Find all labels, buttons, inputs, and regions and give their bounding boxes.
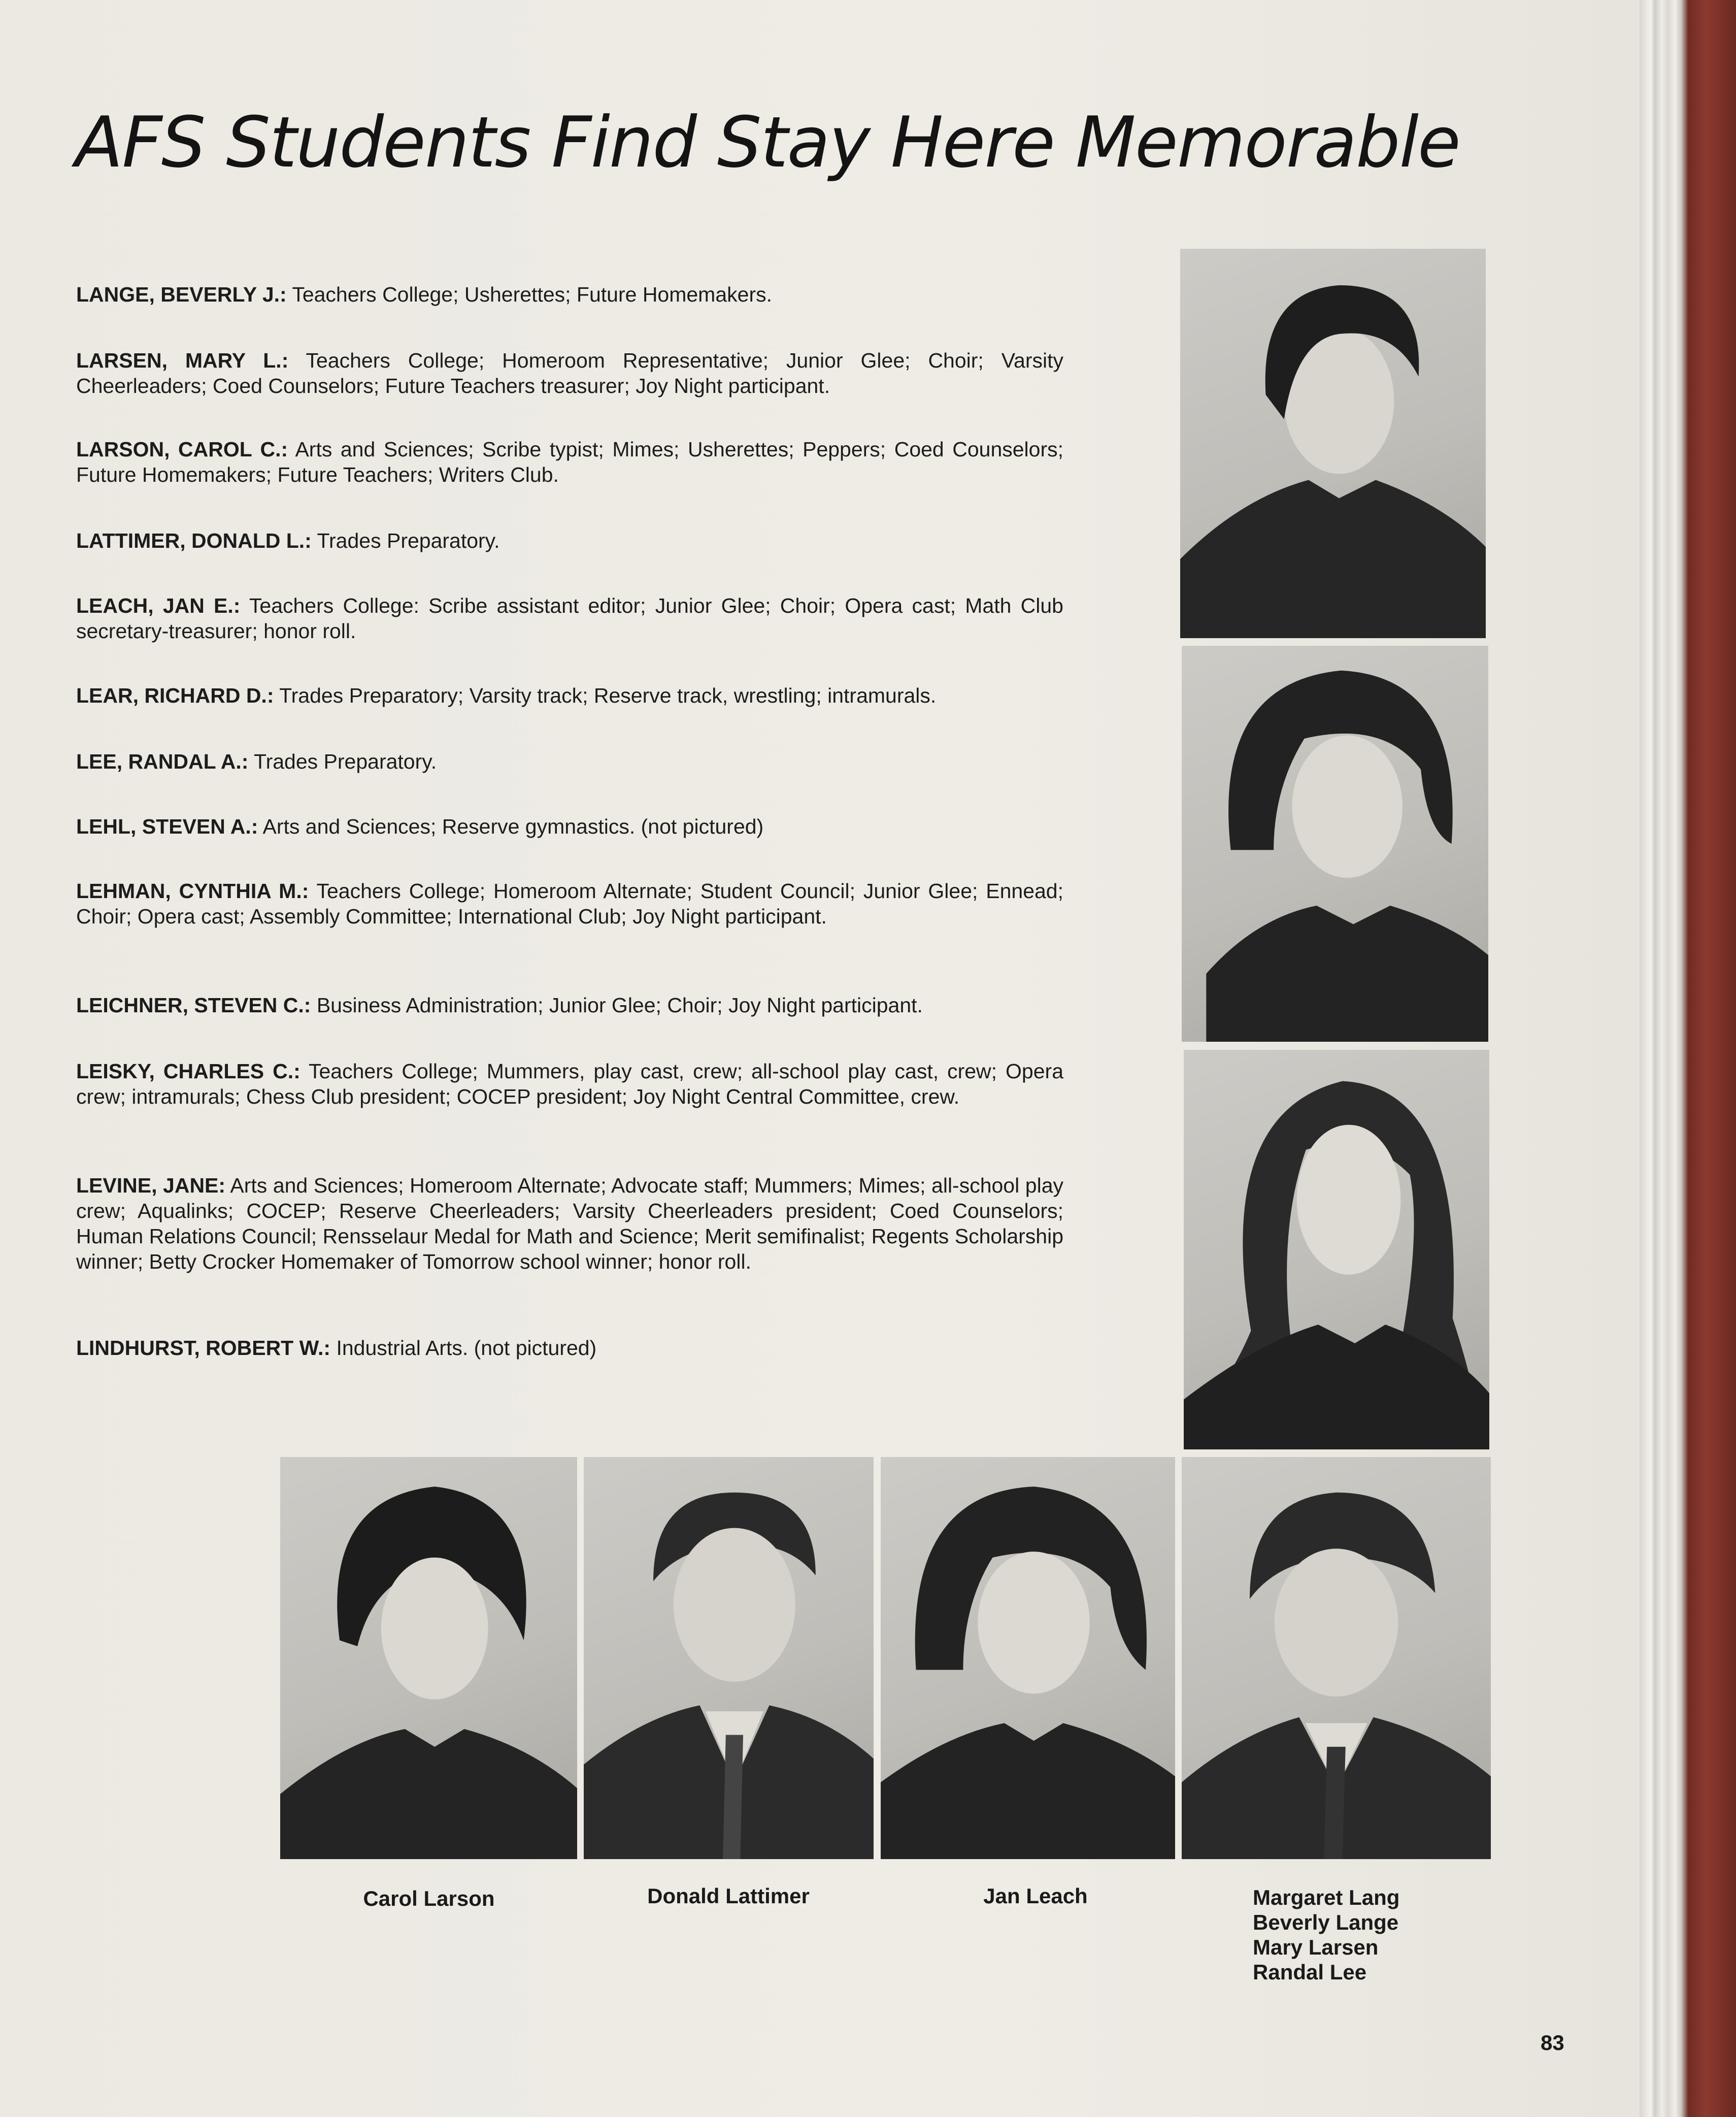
entry-name: LARSON, CAROL C.: [76,438,288,461]
portrait-photo [584,1457,874,1859]
portrait-photo [280,1457,577,1859]
entry-name: LEHL, STEVEN A.: [76,815,258,838]
caption-carol-larson: Carol Larson [363,1887,495,1910]
portrait-photo [881,1457,1175,1859]
entry-text: Teachers College; Usherettes; Future Homemakers. [286,283,772,306]
entry-text: Business Administration; Junior Glee; Choir; Joy Night participant. [311,994,923,1017]
entry-name: LEHMAN, CYNTHIA M.: [76,879,309,903]
entry-text: Teachers College: Scribe assistant editor; Junior Glee; Choir; Opera cast; Math Club secretary-treasurer; honor roll. [76,594,1063,643]
entry-name: LATTIMER, DONALD L.: [76,529,312,552]
entry-text: Arts and Sciences; Homeroom Alternate; Advocate staff; Mummers; Mimes; all-school play crew; Aqualinks; COCEP; Reserve Cheerleaders; Varsity Cheerleaders president; Coed Counselors; Human Relations Council; Rensselaur Medal for Math and Science; Merit semifinalist; Regents Scholarship winner; Betty Crocker Homemaker of Tomorrow school winner; honor roll. [76,1174,1063,1273]
page-number: 83 [1541,2031,1564,2055]
entry-text: Trades Preparatory. [248,750,437,773]
entry-text: Industrial Arts. (not pictured) [330,1336,597,1360]
entry-name: LEICHNER, STEVEN C.: [76,994,311,1017]
entry-lindhurst [76,1335,1063,1361]
entry-text: Trades Preparatory. [311,529,500,552]
caption-name: Randal Lee [1253,1960,1367,1984]
caption-group [1253,1885,1399,1984]
entry-larsen [76,348,1063,399]
entry-name: LINDHURST, ROBERT W.: [76,1336,331,1360]
caption-name: Beverly Lange [1253,1910,1399,1934]
entry-text: Teachers College; Homeroom Alternate; Student Council; Junior Glee; Ennead; Choir; Opera cast; Assembly Committee; International Club; Joy Night participant. [76,879,1063,928]
entry-lehl [76,814,1063,839]
entry-name: LEAR, RICHARD D.: [76,684,274,707]
entry-leach [76,593,1063,644]
entry-larson [76,437,1063,487]
entry-lee [76,749,1063,774]
entry-leichner [76,993,1063,1018]
entry-text: Arts and Sciences; Reserve gymnastics. (not pictured) [258,815,764,838]
entry-lange [76,282,1063,307]
entry-name: LEACH, JAN E.: [76,594,241,617]
entry-text: Trades Preparatory; Varsity track; Reserve track, wrestling; intramurals. [274,684,937,707]
entry-name: LEISKY, CHARLES C.: [76,1060,301,1083]
entry-lear [76,683,1063,708]
caption-jan-leach: Jan Leach [983,1884,1088,1908]
caption-name: Margaret Lang [1253,1886,1400,1909]
portrait-photo [1182,646,1488,1042]
page-title: AFS Students Find Stay Here Memorable [75,102,1460,183]
entry-leisky [76,1058,1063,1109]
portrait-photo [1184,1050,1489,1449]
entry-name: LARSEN, MARY L.: [76,349,289,372]
portrait-photo [1180,249,1486,638]
entry-name: LEVINE, JANE: [76,1174,226,1197]
caption-donald-lattimer: Donald Lattimer [647,1884,810,1908]
entry-name: LANGE, BEVERLY J.: [76,283,287,306]
portrait-photo [1182,1457,1491,1859]
entry-text: Teachers College; Homeroom Representative; Junior Glee; Choir; Varsity Cheerleaders; Coed Counselors; Future Teachers treasurer; Joy Night participant. [76,349,1063,398]
entry-lattimer [76,528,1063,553]
caption-name: Mary Larsen [1253,1935,1379,1959]
book-binding [1640,0,1736,2117]
entry-lehman [76,878,1063,929]
entry-text: Arts and Sciences; Scribe typist; Mimes; Usherettes; Peppers; Coed Counselors; Future Homemakers; Future Teachers; Writers Club. [76,438,1064,486]
entry-text: Teachers College; Mummers, play cast, crew; all-school play cast, crew; Opera crew; intramurals; Chess Club president; COCEP president; Joy Night Central Committee, crew. [76,1060,1063,1108]
entry-name: LEE, RANDAL A.: [76,750,249,773]
entry-levine [76,1173,1063,1274]
